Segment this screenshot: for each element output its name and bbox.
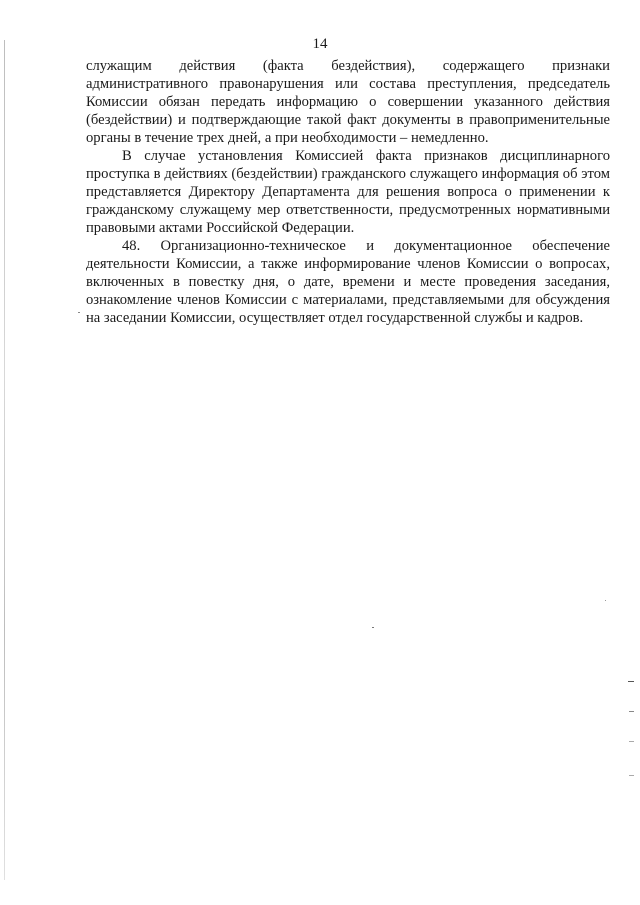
- paragraph-disciplinary: В случае установления Комиссией факта признаков дисциплинарного проступка в действиях (бездействии) гражданского служащего информация об этом представляется Директору Департамента для решения вопроса о применении к гражданскому служащему мер ответственности, предусмотренных нормативными правовыми актами Российской Федерации.: [86, 148, 610, 236]
- scan-dot: [605, 600, 606, 601]
- scan-mark: [628, 681, 634, 682]
- scan-dot: [78, 312, 80, 313]
- scan-mark: [629, 711, 634, 712]
- paragraph-item-48: 48. Организационно-техническое и документационное обеспечение деятельности Комиссии, а также информирование членов Комиссии о вопросах, включенных в повестку дня, о дате, времени и месте проведения заседания, ознакомление членов Комиссии с материалами, представляемыми для обсуждения на заседании Комиссии, осуществляет отдел государственной службы и кадров.: [86, 238, 610, 326]
- scan-mark: [629, 775, 634, 776]
- scan-edge-line: [4, 40, 5, 880]
- document-body: [86, 57, 610, 327]
- scan-dot: [372, 627, 374, 628]
- page-number: 14: [312, 36, 328, 52]
- paragraph-continuation: служащим действия (факта бездействия), содержащего признаки административного правонарушения или состава преступления, председатель Комиссии обязан передать информацию о совершении указанного действия (бездействии) и подтверждающие такой факт документы в правоприменительные органы в течение трех дней, а при необходимости – немедленно.: [86, 58, 610, 146]
- scan-mark: [629, 741, 634, 742]
